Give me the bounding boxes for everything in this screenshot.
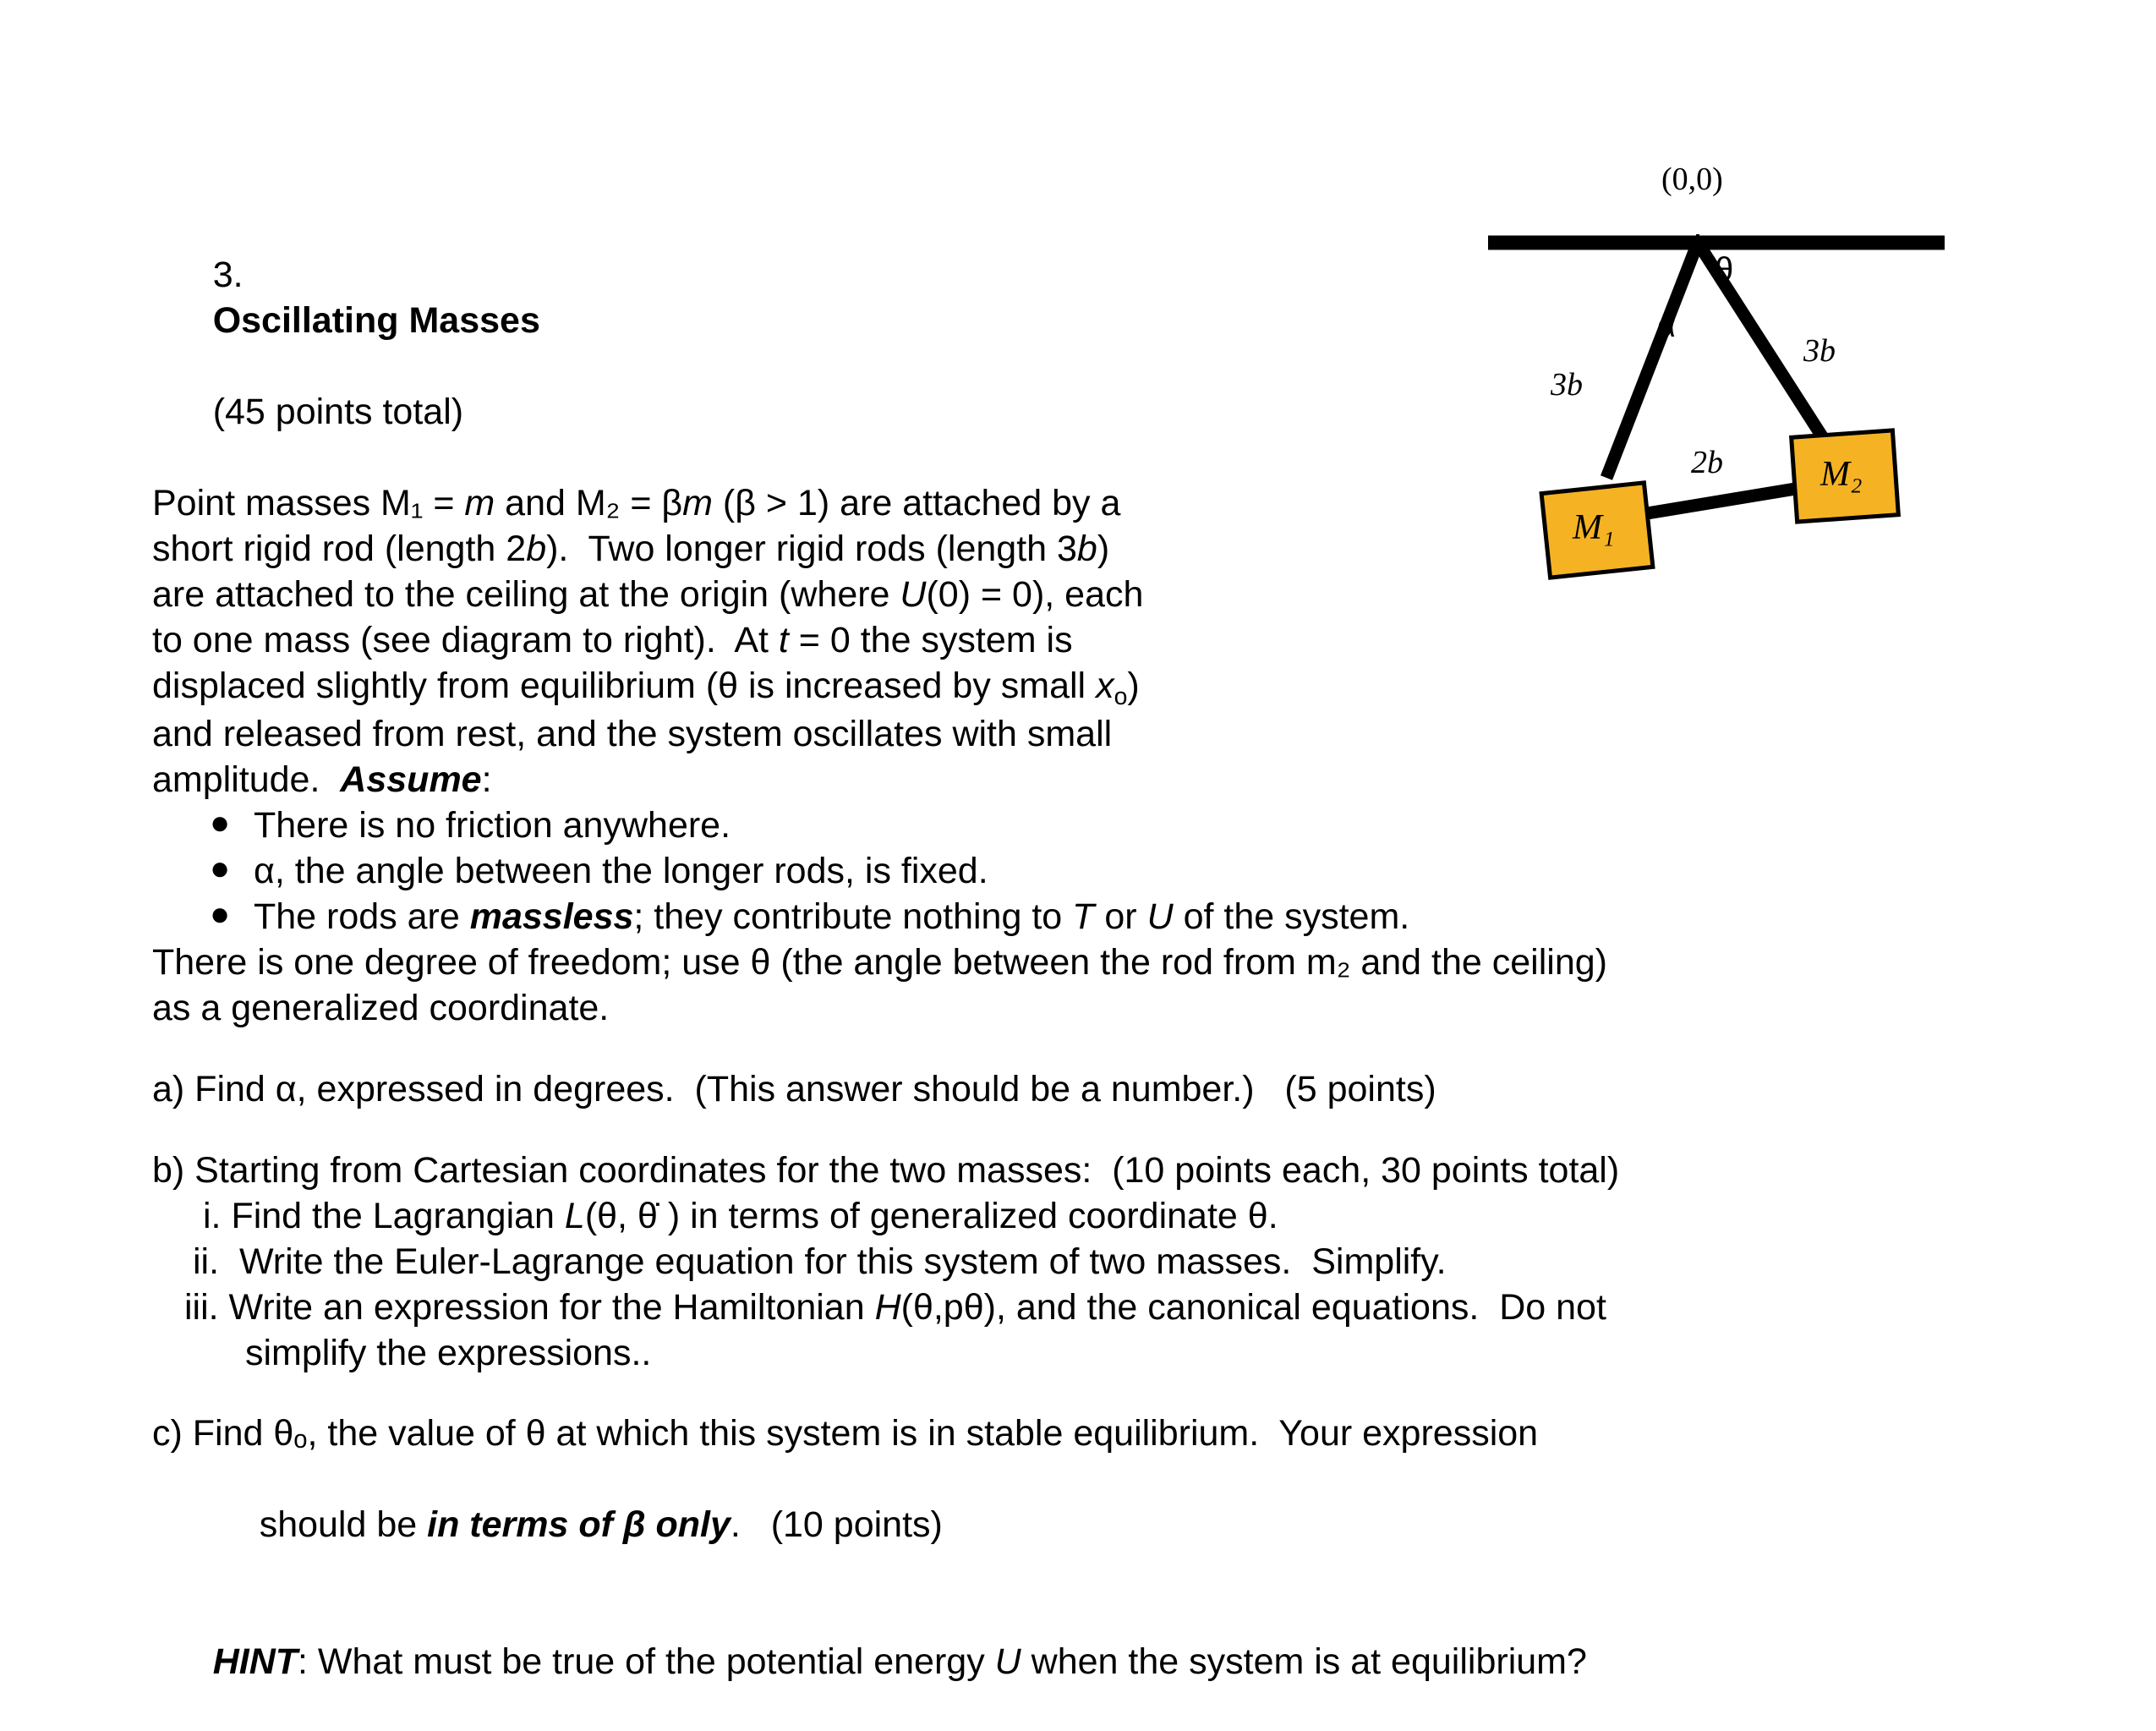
part-c-line-1: c) Find θₒ, the value of θ at which this system is in stable equilibrium. Your expression (152, 1413, 1539, 1454)
hint-label: HINT (212, 1641, 298, 1683)
part-b-header: b) Starting from Cartesian coordinates for the two masses: (10 points each, 30 points total) (152, 1149, 1620, 1191)
rod-right-length-label: 3b (1803, 333, 1836, 369)
bullet-icon: ● (210, 803, 231, 841)
problem-closing-line-0: There is one degree of freedom; use θ (the angle between the rod from m₂ and the ceiling) (152, 941, 1607, 983)
mass1-label: M₁ (1573, 508, 1615, 547)
rod-left-length-label: 3b (1551, 367, 1583, 403)
origin-label: (0,0) (1661, 162, 1723, 197)
assumption-text: There is no friction anywhere. (254, 804, 731, 846)
problem-points-total: (45 points total) (212, 391, 464, 432)
bullet-icon: ● (210, 895, 231, 933)
oscillating-masses-diagram (1488, 162, 2029, 731)
rod-bottom-length-label: 2b (1691, 445, 1723, 480)
problem-body-line-4: displaced slightly from equilibrium (θ is increased by small $x_o$) (152, 665, 1140, 710)
list-item (152, 895, 2012, 940)
part-c-line-2-a: should be (259, 1504, 428, 1546)
hint-line (152, 1594, 2012, 1731)
assumptions-list (152, 803, 2012, 940)
problem-body-line-0: Point masses M₁ = m and M₂ = βm (β > 1) are attached by a (152, 482, 1121, 523)
problem-number: 3. (212, 254, 244, 295)
theta-label: θ (1715, 251, 1734, 288)
part-b-item-i: i. Find the Lagrangian L(θ, θ̇ ) in terms of generalized coordinate θ. (203, 1195, 1278, 1236)
assumption-text: The rods are massless; they contribute nothing to T or U of the system. (254, 896, 1410, 937)
problem-closing-line-1: as a generalized coordinate. (152, 987, 610, 1028)
bullet-icon: ● (210, 849, 231, 887)
list-item (152, 849, 2012, 895)
rod-left (1606, 243, 1698, 478)
part-c-emphasis: in terms of β only (427, 1504, 731, 1546)
problem-body-line-5: and released from rest, and the system oscillates with small (152, 714, 1113, 755)
part-c-line-2-c: . (10 points) (730, 1504, 943, 1546)
part-c-line-2 (152, 1457, 2012, 1594)
problem-body-line-1: short rigid rod (length 2b). Two longer rigid rods (length 3b) (152, 528, 1110, 569)
mass2-label: M₂ (1820, 455, 1863, 494)
problem-body-line-6: amplitude. Assume: (152, 759, 492, 801)
part-a: a) Find α, expressed in degrees. (This answer should be a number.) (5 points) (152, 1068, 1436, 1109)
problem-body-line-3: to one mass (see diagram to right). At t = 0 the system is (152, 619, 1073, 660)
part-b-item-iii-cont: simplify the expressions.. (245, 1332, 652, 1373)
hint-text: : What must be true of the potential energy U when the system is at equilibrium? (298, 1641, 1587, 1683)
alpha-label: α (1657, 309, 1676, 344)
problem-title: Oscillating Masses (212, 299, 540, 341)
problem-body-line-2: are attached to the ceiling at the origin (where U(0) = 0), each (152, 573, 1144, 615)
part-b-item-ii: ii. Write the Euler-Lagrange equation for this system of two masses. Simplify. (193, 1241, 1447, 1282)
assumption-text: α, the angle between the longer rods, is fixed. (254, 850, 988, 891)
list-item (152, 803, 2012, 849)
part-b-item-iii: iii. Write an expression for the Hamiltonian H(θ,pθ), and the canonical equations. Do not (184, 1286, 1606, 1328)
